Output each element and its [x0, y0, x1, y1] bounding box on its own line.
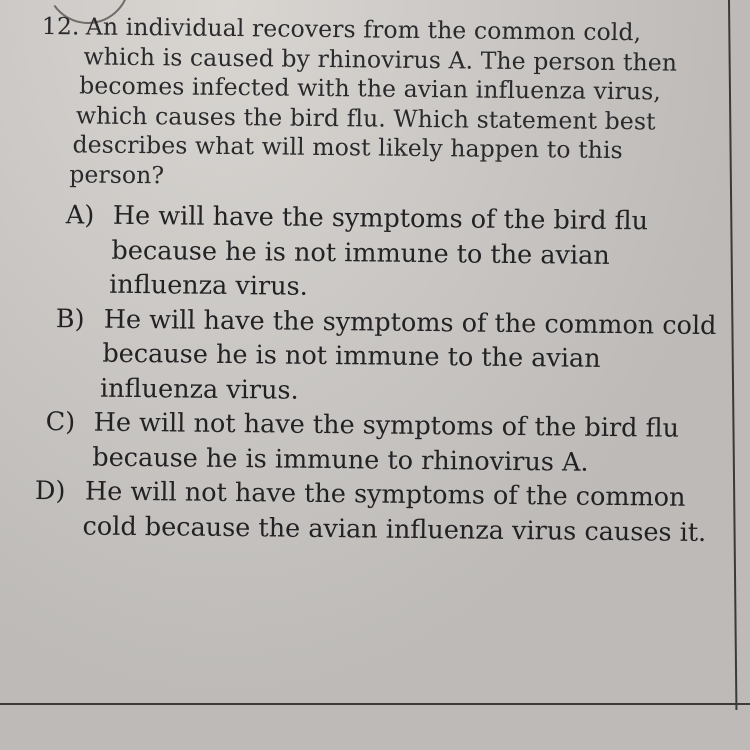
choice-b[interactable]	[55, 302, 729, 413]
stem-line-3: becomes infected with the avian influenza virus,	[79, 71, 662, 106]
stem-text: An individual recovers from the common cold,	[85, 12, 642, 47]
question-12	[36, 12, 732, 550]
choice-d[interactable]	[34, 474, 727, 550]
question-number: 12.	[41, 12, 80, 41]
choice-a[interactable]	[65, 198, 730, 308]
question-stem	[40, 12, 732, 196]
choice-c-line-1: He will not have the symptoms of the bird flu	[93, 407, 680, 444]
answer-choices	[36, 198, 730, 550]
choice-letter: D)	[34, 475, 66, 507]
choice-c[interactable]	[45, 405, 728, 481]
stem-line-4: which causes the bird flu. Which statement best	[75, 100, 656, 135]
choice-b-line-1: He will have the symptoms of the common cold	[103, 304, 717, 341]
choice-letter: B)	[55, 303, 85, 334]
stem-line-6: person?	[69, 159, 165, 189]
choice-d-line-1: He will not have the symptoms of the common	[84, 476, 686, 513]
choice-b-line-3: influenza virus.	[99, 373, 299, 406]
choice-a-line-3: influenza virus.	[108, 269, 308, 302]
choice-letter: A)	[65, 200, 95, 231]
stem-line-5: describes what will most likely happen to this	[72, 130, 623, 165]
choice-c-line-2: because he is immune to rhinovirus A.	[92, 442, 589, 478]
choice-a-line-1: He will have the symptoms of the bird flu	[112, 200, 649, 237]
choice-d-line-2: cold because the avian influenza virus causes it.	[82, 510, 707, 548]
choice-b-line-2: because he is not immune to the avian	[102, 338, 601, 374]
choice-letter: C)	[45, 407, 76, 438]
bottom-border-line	[0, 703, 750, 705]
stem-line-2: which is caused by rhinovirus A. The person then	[83, 41, 678, 77]
choice-a-line-2: because he is not immune to the avian	[111, 235, 610, 271]
